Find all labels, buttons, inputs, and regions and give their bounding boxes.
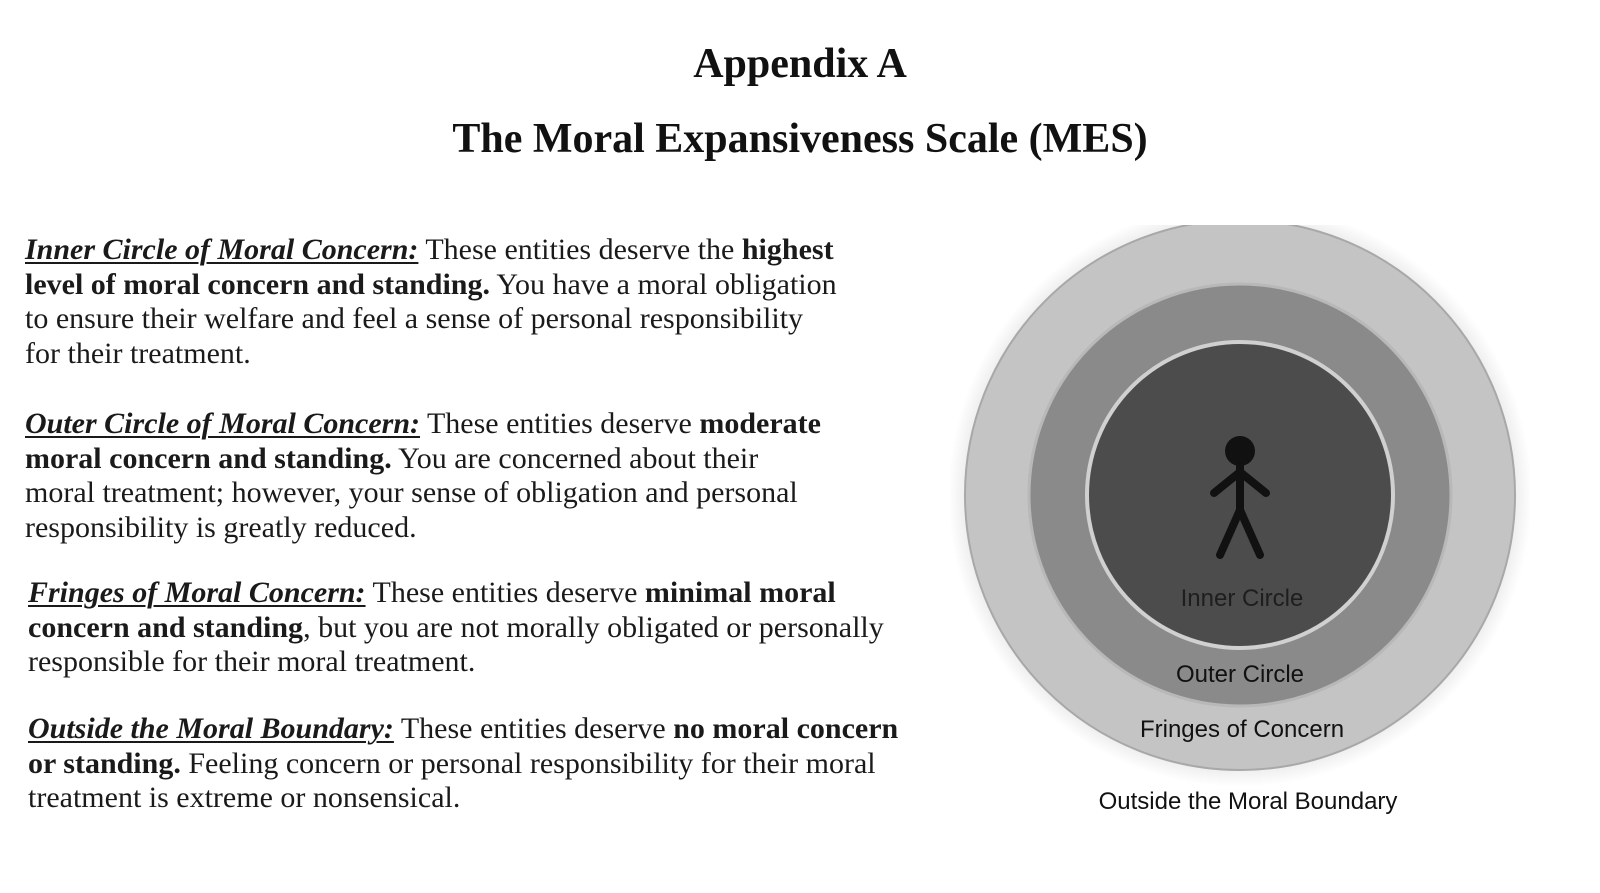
- outer-circle-definition: [25, 407, 821, 545]
- definition-line: [28, 747, 898, 782]
- definition-line: [25, 442, 821, 477]
- outside-boundary-label: Outside the Moral Boundary:: [28, 712, 394, 745]
- definition-text: to ensure their welfare and feel a sense of personal responsibility: [25, 302, 804, 335]
- inner-circle-definition: [25, 233, 837, 371]
- definition-line: [28, 576, 884, 611]
- definition-emphasis: concern and standing: [28, 610, 304, 644]
- definition-text: You are concerned about their: [391, 441, 759, 475]
- definition-emphasis: moral concern and standing.: [25, 441, 392, 475]
- fringes-diagram-label: Fringes of Concern: [1139, 716, 1345, 743]
- definition-text: treatment is extreme or nonsensical.: [28, 781, 461, 814]
- definition-text: for their treatment.: [25, 336, 251, 370]
- definition-emphasis: minimal moral: [644, 576, 836, 609]
- scale-title: The Moral Expansiveness Scale (MES): [452, 116, 1148, 162]
- outside-boundary-definition: [28, 712, 898, 816]
- outer-circle-label: Outer Circle of Moral Concern:: [25, 407, 421, 440]
- inner-circle-diagram-label: Inner Circle: [1180, 585, 1304, 612]
- definition-line: [25, 268, 837, 303]
- definition-emphasis: or standing.: [28, 746, 181, 780]
- definition-line: [28, 611, 884, 646]
- definition-text: These entities deserve: [365, 576, 645, 609]
- definition-emphasis: level of moral concern and standing.: [25, 267, 490, 301]
- definition-text: These entities deserve the: [418, 233, 742, 266]
- definition-text: These entities deserve: [393, 712, 674, 745]
- definition-text: , but you are not morally obligated or personally: [303, 610, 884, 644]
- definition-line: [25, 407, 821, 442]
- definition-line: [25, 233, 837, 268]
- definition-text: responsibility is greatly reduced.: [25, 510, 417, 544]
- definition-text: These entities deserve: [420, 407, 700, 440]
- definition-line: [28, 712, 898, 747]
- fringes-definition: [28, 576, 884, 680]
- outside-boundary-diagram-label: Outside the Moral Boundary: [1098, 788, 1398, 815]
- definition-text: responsible for their moral treatment.: [28, 645, 476, 678]
- outer-circle-diagram-label: Outer Circle: [1175, 661, 1305, 688]
- definition-emphasis: highest: [741, 233, 834, 266]
- definition-text: Feeling concern or personal responsibility for their moral: [180, 746, 876, 780]
- moral-circles-diagram: [950, 225, 1530, 825]
- definition-text: moral treatment; however, your sense of obligation and personal: [25, 476, 798, 509]
- definition-emphasis: moderate: [699, 407, 821, 440]
- definition-emphasis: no moral concern: [673, 712, 899, 745]
- fringes-label: Fringes of Moral Concern:: [28, 576, 366, 609]
- definition-text: You have a moral obligation: [490, 267, 837, 301]
- inner-circle-label: Inner Circle of Moral Concern:: [25, 233, 419, 266]
- appendix-title: Appendix A: [693, 41, 907, 87]
